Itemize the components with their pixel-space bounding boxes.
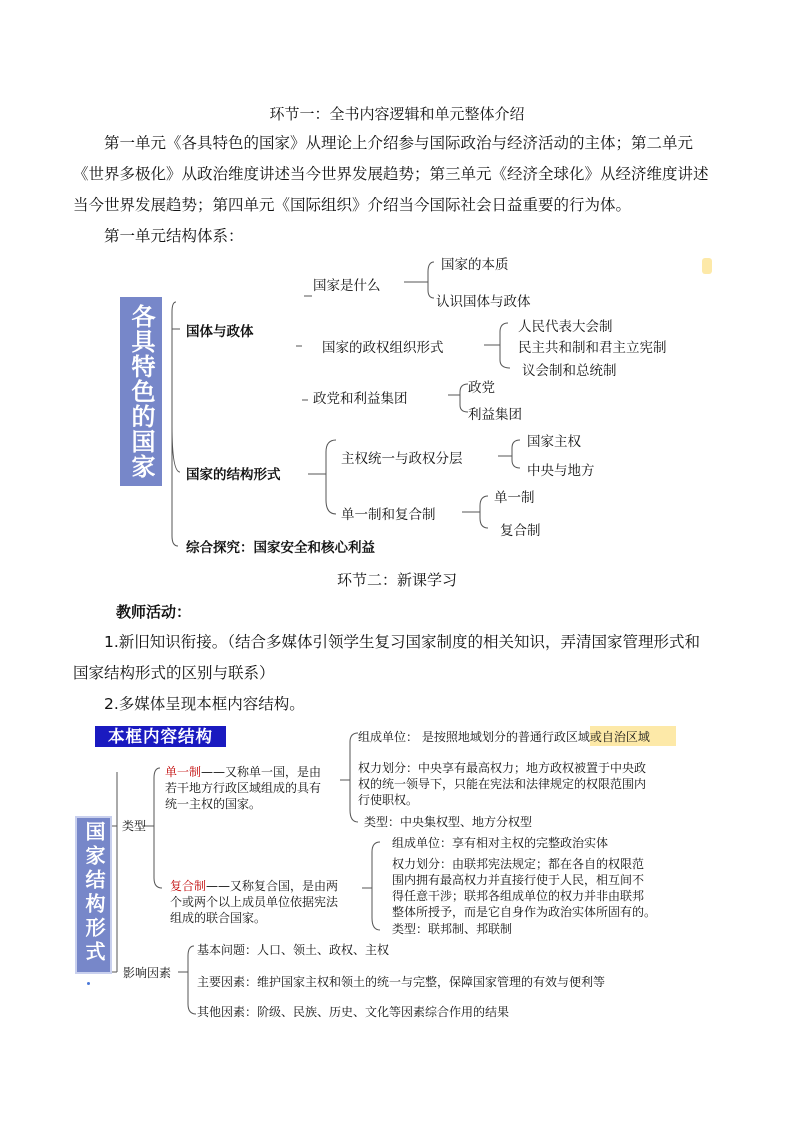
- unitary-desc-1: ——又称单一国，是由: [201, 765, 322, 779]
- map2-banner: 本框内容结构: [95, 726, 226, 747]
- map1-b1-3-b: 利益集团: [468, 407, 522, 423]
- map1-b3: 综合探究：国家安全和核心利益: [186, 540, 375, 556]
- unitary-desc: [165, 764, 321, 812]
- map1-b2: 国家的结构形式: [186, 467, 281, 483]
- factors-label: 影响因素: [123, 966, 172, 980]
- unitary-unit: 组成单位： 是按照地域划分的普通行政区域或自治区域: [358, 730, 650, 744]
- compound-desc-2: 个或两个以上成员单位依据宪法: [170, 895, 339, 909]
- compound-desc: [170, 878, 338, 926]
- compound-unit: 组成单位：享有相对主权的完整政治实体: [392, 836, 609, 850]
- map1-b1-2-b: 民主共和制和君主立宪制: [518, 340, 667, 356]
- unitary-name: 单一制: [165, 765, 202, 779]
- map1-b2-1-b: 中央与地方: [527, 463, 595, 479]
- map1-b1-3-a: 政党: [468, 380, 495, 396]
- unitary-power-1: 权力划分：中央享有最高权力；地方政权被置于中央政: [358, 761, 647, 775]
- map1-b2-1-a: 国家主权: [527, 434, 581, 450]
- compound-power-3: 得任意干涉；联邦各组成单位的权力并非由联邦: [392, 889, 645, 903]
- compound-power-1: 权力划分：由联邦宪法规定；都在各自的权限范: [392, 857, 645, 871]
- unitary-desc-2: 若干地方行政区域组成的具有: [165, 781, 322, 795]
- intro-line-2: 《世界多极化》从政治维度讲述当今世界发展趋势；第三单元《经济全球化》从经济维度讲述: [73, 165, 709, 183]
- map1-b2-2-a: 单一制: [494, 490, 535, 506]
- compound-types: 类型：联邦制、邦联制: [392, 922, 513, 936]
- section2-title: 环节二：新课学习: [336, 571, 457, 589]
- map1-b1-2-c: 议会制和总统制: [522, 363, 617, 379]
- compound-power-2: 围内拥有最高权力并直接行使于人民，相互间不: [392, 873, 645, 887]
- map1-root-text: 各具特色的国家: [127, 304, 155, 479]
- unitary-power: [358, 760, 646, 808]
- section1-title: 环节一：全书内容逻辑和单元整体介绍: [269, 105, 525, 123]
- map2-type-label: 类型: [122, 819, 147, 833]
- structure-label: 第一单元结构体系：: [104, 227, 244, 245]
- intro-line-1: 第一单元《各具特色的国家》从理论上介绍参与国际政治与经济活动的主体；第二单元: [104, 134, 694, 152]
- factor-main: 主要因素：维护国家主权和领土的统一与完整，保障国家管理的有效与便利等: [197, 975, 606, 989]
- unitary-desc-3: 统一主权的国家。: [165, 797, 262, 811]
- map1-b2-2-b: 复合制: [500, 523, 541, 539]
- map1-b1-2: 国家的政权组织形式: [322, 340, 444, 356]
- unitary-power-2: 权的统一领导下，只能在宪法和法律规定的权限范围内: [358, 777, 647, 791]
- map1-b1-3: 政党和利益集团: [313, 391, 408, 407]
- map2-root-text: 国家结构形式: [82, 821, 106, 965]
- unitary-power-3: 行使职权。: [358, 793, 419, 807]
- teacher-activity-label: 教师活动：: [116, 603, 192, 621]
- compound-desc-1: ——又称复合国，是由两: [206, 879, 339, 893]
- unitary-types: 类型：中央集权型、地方分权型: [364, 815, 533, 829]
- map1-b2-1: 主权统一与政权分层: [341, 451, 463, 467]
- map1-b1-1-a: 国家的本质: [441, 257, 509, 273]
- compound-desc-3: 组成的联合国家。: [170, 911, 267, 925]
- map1-b1: 国体与政体: [186, 324, 254, 340]
- compound-name: 复合制: [170, 879, 207, 893]
- map2-root: [75, 816, 112, 974]
- map1-b2-2: 单一制和复合制: [341, 507, 436, 523]
- factor-basic: 基本问题：人口、领土、政权、主权: [197, 943, 390, 957]
- item1-line-1: 1.新旧知识衔接。（结合多媒体引领学生复习国家制度的相关知识，弄清国家管理形式和: [104, 633, 701, 651]
- compound-power-4: 整体所授予，而是它自身作为政治实体所固有的。: [392, 905, 657, 919]
- item1-line-2: 国家结构形式的区别与联系）: [73, 664, 275, 682]
- map1-b1-1: 国家是什么: [313, 278, 381, 294]
- map1-b1-2-a: 人民代表大会制: [518, 319, 613, 335]
- item2: 2.多媒体呈现本框内容结构。: [104, 695, 305, 713]
- compound-power: [392, 856, 656, 920]
- intro-line-3: 当今世界发展趋势；第四单元《国际组织》介绍当今国际社会日益重要的行为体。: [73, 196, 632, 214]
- factor-other: 其他因素：阶级、民族、历史、文化等因素综合作用的结果: [197, 1005, 510, 1019]
- blue-dot: [87, 982, 90, 985]
- map1-b1-1-b: 认识国体与政体: [436, 294, 531, 310]
